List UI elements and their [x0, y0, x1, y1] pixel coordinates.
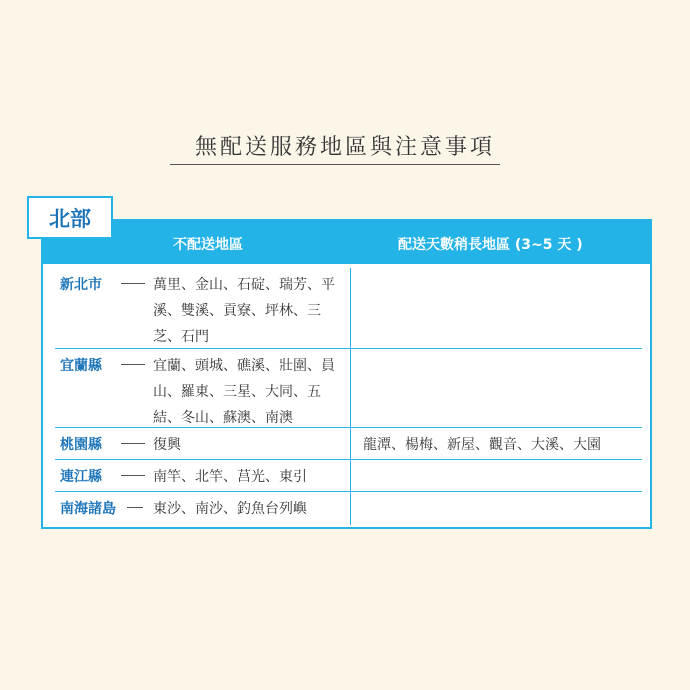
no-delivery-areas: 復興 — [153, 437, 181, 453]
county-label: 桃園縣 — [60, 437, 102, 453]
table-row — [55, 460, 642, 492]
county-label: 連江縣 — [60, 469, 102, 485]
column-divider — [350, 428, 351, 460]
no-delivery-areas: 東沙、南沙、釣魚台列嶼 — [153, 501, 307, 517]
dash-line — [127, 507, 143, 508]
header-extended-delivery: 配送天數稍長地區 (3~5 天 ) — [398, 237, 583, 253]
no-delivery-areas: 南竿、北竿、莒光、東引 — [153, 469, 307, 485]
dash-line — [121, 364, 145, 365]
delivery-table — [41, 219, 652, 529]
column-divider — [350, 492, 351, 525]
title-underline — [170, 164, 500, 165]
table-row — [55, 428, 642, 460]
column-divider — [350, 349, 351, 428]
extended-areas: 龍潭、楊梅、新屋、觀音、大溪、大園 — [363, 437, 601, 453]
table-row — [55, 349, 642, 428]
county-label: 南海諸島 — [60, 501, 116, 517]
no-delivery-areas: 宜蘭、頭城、礁溪、壯圍、員山、羅東、三星、大同、五結、冬山、蘇澳、南澳 — [153, 358, 335, 426]
no-delivery-areas: 萬里、金山、石碇、瑞芳、平溪、雙溪、貢寮、坪林、三芝、石門 — [153, 277, 335, 345]
county-label: 新北市 — [60, 277, 102, 293]
column-divider — [350, 460, 351, 492]
dash-line — [121, 443, 145, 444]
dash-line — [121, 475, 145, 476]
table-row — [55, 492, 642, 525]
table-row — [55, 268, 642, 349]
table-header — [43, 221, 650, 264]
dash-line — [121, 283, 145, 284]
header-no-delivery: 不配送地區 — [173, 237, 243, 253]
page-title: 無配送服務地區與注意事項 — [194, 135, 495, 160]
county-label: 宜蘭縣 — [60, 358, 102, 374]
column-divider — [350, 268, 351, 349]
region-tab-north: 北部 — [27, 196, 113, 239]
